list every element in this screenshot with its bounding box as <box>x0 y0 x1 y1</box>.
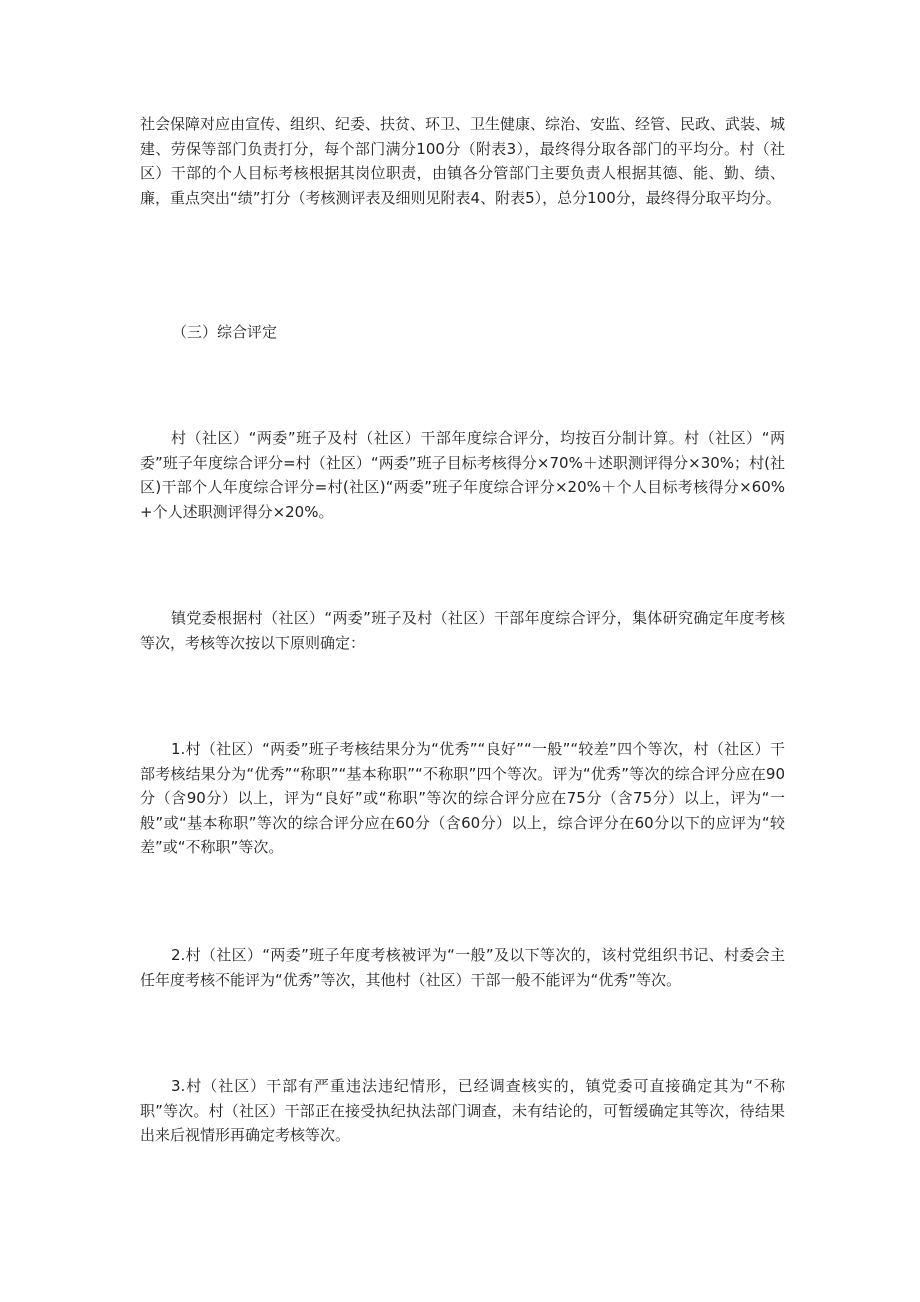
section-heading-comprehensive-evaluation: （三）综合评定 <box>172 323 278 341</box>
paragraph-assessment-grade-principles: 镇党委根据村（社区）“两委”班子及村（社区）干部年度综合评分，集体研究确定年度考核等次，考核等次按以下原则确定： <box>140 609 785 652</box>
paragraph-social-security-scoring: 社会保障对应由宣传、组织、纪委、扶贫、环卫、卫生健康、综治、安监、经管、民政、武装、城建、劳保等部门负责打分，每个部门满分100分（附表3），最终得分取各部门的平均分。村（社区）干部的个人目标考核根据其岗位职责，由镇各分管部门主要负责人根据其德、能、勤、绩、廉，重点突出“绩”打分（考核测评表及细则见附表4、附表5），总分100分，最终得分取平均分。 <box>140 115 786 207</box>
list-item-grade-thresholds: 1.村（社区）“两委”班子考核结果分为“优秀”“良好”“一般”“较差”四个等次，村（社区）干部考核结果分为“优秀”“称职”“基本称职”“不称职”四个等次。评为“优秀”等次的综合评分应在90分（含90分）以上，评为“良好”或“称职”等次的综合评分应在75分（含75分）以上，评为“一般”或“基本称职”等次的综合评分应在60分（含60分）以上，综合评分在60分以下的应评为“较差”或“不称职”等次。 <box>140 740 785 856</box>
list-item-violation-handling: 3.村（社区）干部有严重违法违纪情形，已经调查核实的，镇党委可直接确定其为“不称职”等次。村（社区）干部正在接受执纪执法部门调查，未有结论的，可暂缓确定其等次，待结果出来后视情形再确定考核等次。 <box>140 1077 785 1144</box>
paragraph-annual-score-formula: 村（社区）“两委”班子及村（社区）干部年度综合评分，均按百分制计算。村（社区）“两委”班子年度综合评分=村（社区）“两委”班子目标考核得分×70%＋述职测评得分×30%；村(社区)干部个人年度综合评分=村(社区)“两委”班子年度综合评分×20%＋个人目标考核得分×60%+个人述职测评得分×20%。 <box>140 429 785 521</box>
list-item-leader-grade-restriction: 2.村（社区）“两委”班子年度考核被评为“一般”及以下等次的，该村党组织书记、村委会主任年度考核不能评为“优秀”等次，其他村（社区）干部一般不能评为“优秀”等次。 <box>140 946 785 989</box>
